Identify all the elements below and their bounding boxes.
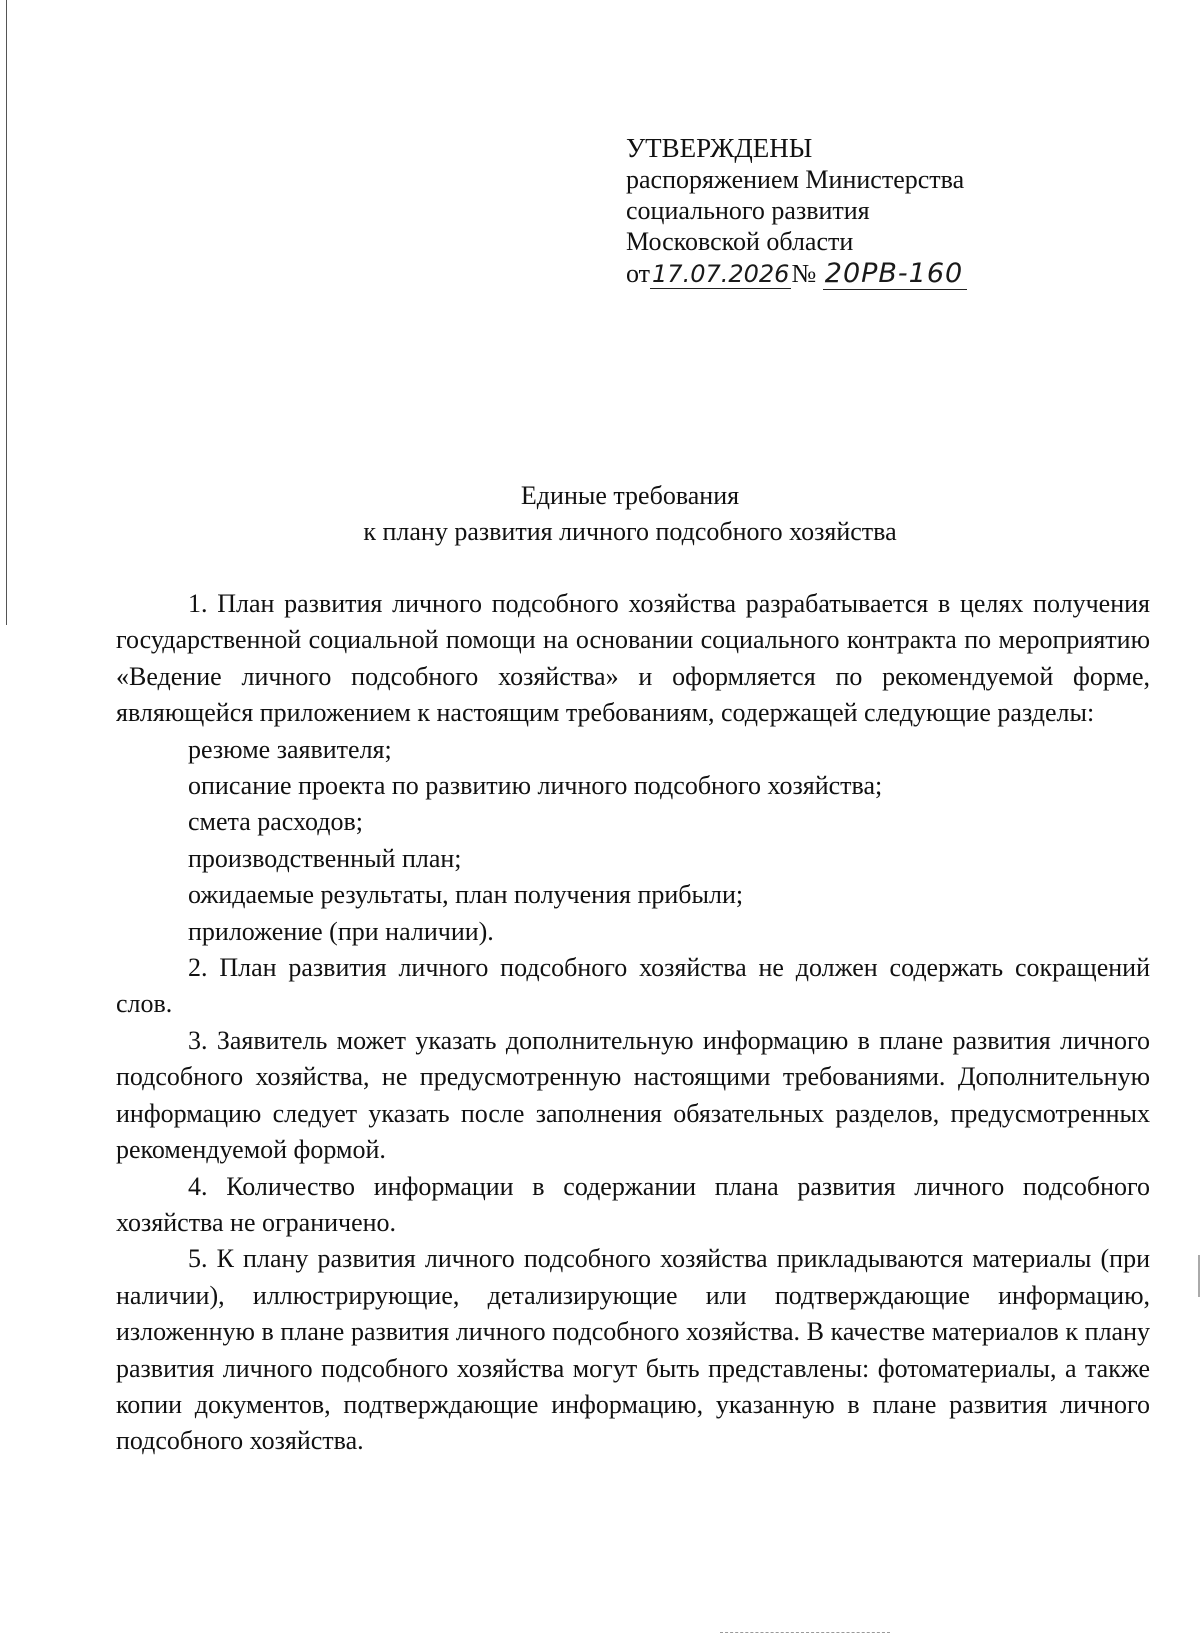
section-item: описание проекта по развитию личного подсобного хозяйства; <box>188 771 883 801</box>
approval-number-sign: № <box>791 259 817 288</box>
paragraph-5: 5. К плану развития личного подсобного хозяйства прикладываются материалы (при наличии), иллюстрирующие, детализирующие или подтверждающие информацию, изложенную в плане развития личного подсобного хозяйства. В качестве материалов к плану развития личного подсобного хозяйства могут быть представлены: фотоматериалы, а также копии документов, подтверждающие информацию, указанную в плане развития личного подсобного хозяйства. <box>116 1244 1150 1456</box>
section-item: смета расходов; <box>188 807 363 837</box>
scan-artifact-bottom <box>720 1632 890 1634</box>
approval-title: УТВЕРЖДЕНЫ <box>626 133 813 163</box>
approval-date: 17.07.2026 <box>652 260 790 288</box>
document-body <box>116 586 1150 1460</box>
approval-number: 20РВ-160 <box>823 258 967 290</box>
paragraph-4: 4. Количество информации в содержании плана развития личного подсобного хозяйства не ограничено. <box>116 1171 1150 1237</box>
paragraph-2: 2. План развития личного подсобного хозяйства не должен содержать сокращений слов. <box>116 953 1150 1019</box>
section-item: производственный план; <box>188 843 462 873</box>
paragraph-1: 1. План развития личного подсобного хозяйства разрабатывается в целях получения государственной социальной помощи на основании социального контракта по мероприятию «Ведение личного подсобного хозяйства» и оформляется по рекомендуемой форме, являющейся приложением к настоящим требованиям, содержащей следующие разделы: <box>116 589 1150 728</box>
section-item: ожидаемые результаты, план получения прибыли; <box>188 880 744 910</box>
approval-from-prefix: от <box>626 259 651 288</box>
document-title <box>0 478 1200 550</box>
document-title-line-2: к плану развития личного подсобного хозяйства <box>363 517 897 546</box>
document-title-line-1: Единые требования <box>520 481 740 510</box>
approval-line-2: социального развития <box>626 196 870 225</box>
section-item: приложение (при наличии). <box>188 916 494 946</box>
section-item: резюме заявителя; <box>188 734 392 764</box>
approval-block <box>626 133 1046 290</box>
approval-line-1: распоряжением Министерства <box>626 165 965 194</box>
approval-date-line <box>626 258 1046 290</box>
paragraph-3: 3. Заявитель может указать дополнительную информацию в плане развития личного подсобного хозяйства, не предусмотренную настоящими требованиями. Дополнительную информацию следует указать после заполнения обязательных разделов, предусмотренных рекомендуемой формой. <box>116 1025 1150 1165</box>
approval-line-3: Московской области <box>626 227 854 256</box>
